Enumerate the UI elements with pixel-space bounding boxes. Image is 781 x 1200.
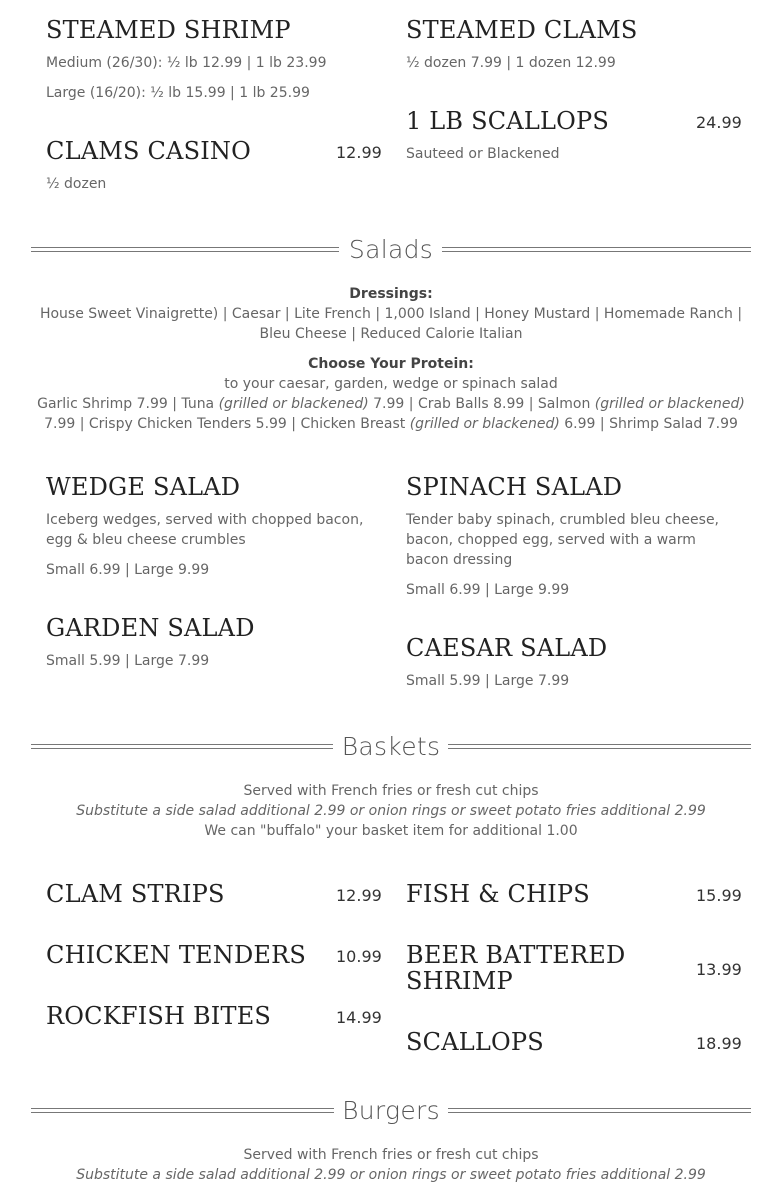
clams-casino-desc: ½ dozen (46, 176, 107, 192)
salads-heading: Salads (348, 235, 434, 264)
chicken-tenders-price: 10.99 (336, 947, 382, 966)
baskets-note-sides: Served with French fries or fresh cut chips (243, 783, 539, 799)
baskets-section-header (31, 730, 751, 764)
dressings-label: Dressings: (349, 286, 433, 302)
protein-label: Choose Your Protein: (308, 356, 474, 372)
steamed-clams-title: STEAMED CLAMS (406, 16, 638, 44)
burgers-note-sides: Served with French fries or fresh cut chips (243, 1147, 539, 1163)
scallops-lb-desc: Sauteed or Blackened (406, 146, 560, 162)
divider-right (442, 247, 751, 252)
wedge-salad-sizes: Small 6.99 | Large 9.99 (46, 562, 210, 578)
steamed-shrimp-medium: Medium (26/30): ½ lb 12.99 | 1 lb 23.99 (46, 55, 327, 71)
rockfish-bites-price: 14.99 (336, 1008, 382, 1027)
scallops-price: 18.99 (696, 1034, 742, 1053)
baskets-note-substitute: Substitute a side salad additional 2.99 or onion rings or sweet potato fries additional 2.99 (76, 803, 706, 819)
rockfish-bites-title: ROCKFISH BITES (46, 1002, 272, 1030)
baskets-note-buffalo: We can "buffalo" your basket item for additional 1.00 (204, 823, 578, 839)
dressings-block (31, 284, 751, 344)
caesar-salad-sizes: Small 5.99 | Large 7.99 (406, 673, 570, 689)
clams-casino-title: CLAMS CASINO (46, 137, 251, 165)
divider-right (448, 744, 751, 749)
clam-strips-title: CLAM STRIPS (46, 880, 225, 908)
garden-salad-sizes: Small 5.99 | Large 7.99 (46, 653, 210, 669)
salads-section-header (31, 233, 751, 267)
protein-block (31, 354, 751, 434)
fish-chips-title: FISH & CHIPS (406, 880, 590, 908)
beer-battered-shrimp-price: 13.99 (696, 960, 742, 979)
burgers-section-header (31, 1094, 751, 1128)
clams-casino-price: 12.99 (336, 143, 382, 162)
baskets-heading: Baskets (341, 732, 441, 761)
protein-subtitle: to your caesar, garden, wedge or spinach salad (224, 376, 558, 392)
scallops-lb-title: 1 LB SCALLOPS (406, 107, 609, 135)
clam-strips-price: 12.99 (336, 886, 382, 905)
scallops-title: SCALLOPS (406, 1028, 544, 1056)
spinach-salad-sizes: Small 6.99 | Large 9.99 (406, 582, 570, 598)
fish-chips-price: 15.99 (696, 886, 742, 905)
steamed-clams-prices: ½ dozen 7.99 | 1 dozen 12.99 (406, 55, 616, 71)
chicken-tenders-title: CHICKEN TENDERS (46, 941, 307, 969)
burgers-note-substitute: Substitute a side salad additional 2.99 or onion rings or sweet potato fries additional 2.99 (76, 1167, 706, 1183)
baskets-notes (31, 781, 751, 841)
caesar-salad-title: CAESAR SALAD (406, 634, 608, 662)
spinach-salad-desc: Tender baby spinach, crumbled bleu cheese, bacon, chopped egg, served with a warm bacon dressing (406, 512, 720, 568)
beer-battered-shrimp-title: BEER BATTERED SHRIMP (406, 941, 626, 995)
garden-salad-title: GARDEN SALAD (46, 614, 255, 642)
steamed-shrimp-title: STEAMED SHRIMP (46, 16, 291, 44)
protein-options: Garlic Shrimp 7.99 | Tuna (grilled or blackened) 7.99 | Crab Balls 8.99 | Salmon (grilled or blackened) 7.99 | Crispy Chicken Tenders 5.99 | Chicken Breast (grilled or blackened) 6.99 | Shrimp Salad 7.99 (37, 396, 745, 432)
divider-right (448, 1108, 751, 1113)
scallops-lb-price: 24.99 (696, 113, 742, 132)
wedge-salad-title: WEDGE SALAD (46, 473, 241, 501)
burgers-notes (31, 1145, 751, 1185)
wedge-salad-desc: Iceberg wedges, served with chopped bacon, egg & bleu cheese crumbles (46, 512, 364, 548)
spinach-salad-title: SPINACH SALAD (406, 473, 623, 501)
burgers-heading: Burgers (342, 1096, 440, 1125)
dressings-list: House Sweet Vinaigrette) | Caesar | Lite French | 1,000 Island | Honey Mustard | Homemade Ranch | Bleu Cheese | Reduced Calorie Italian (39, 306, 743, 342)
steamed-shrimp-large: Large (16/20): ½ lb 15.99 | 1 lb 25.99 (46, 85, 310, 101)
